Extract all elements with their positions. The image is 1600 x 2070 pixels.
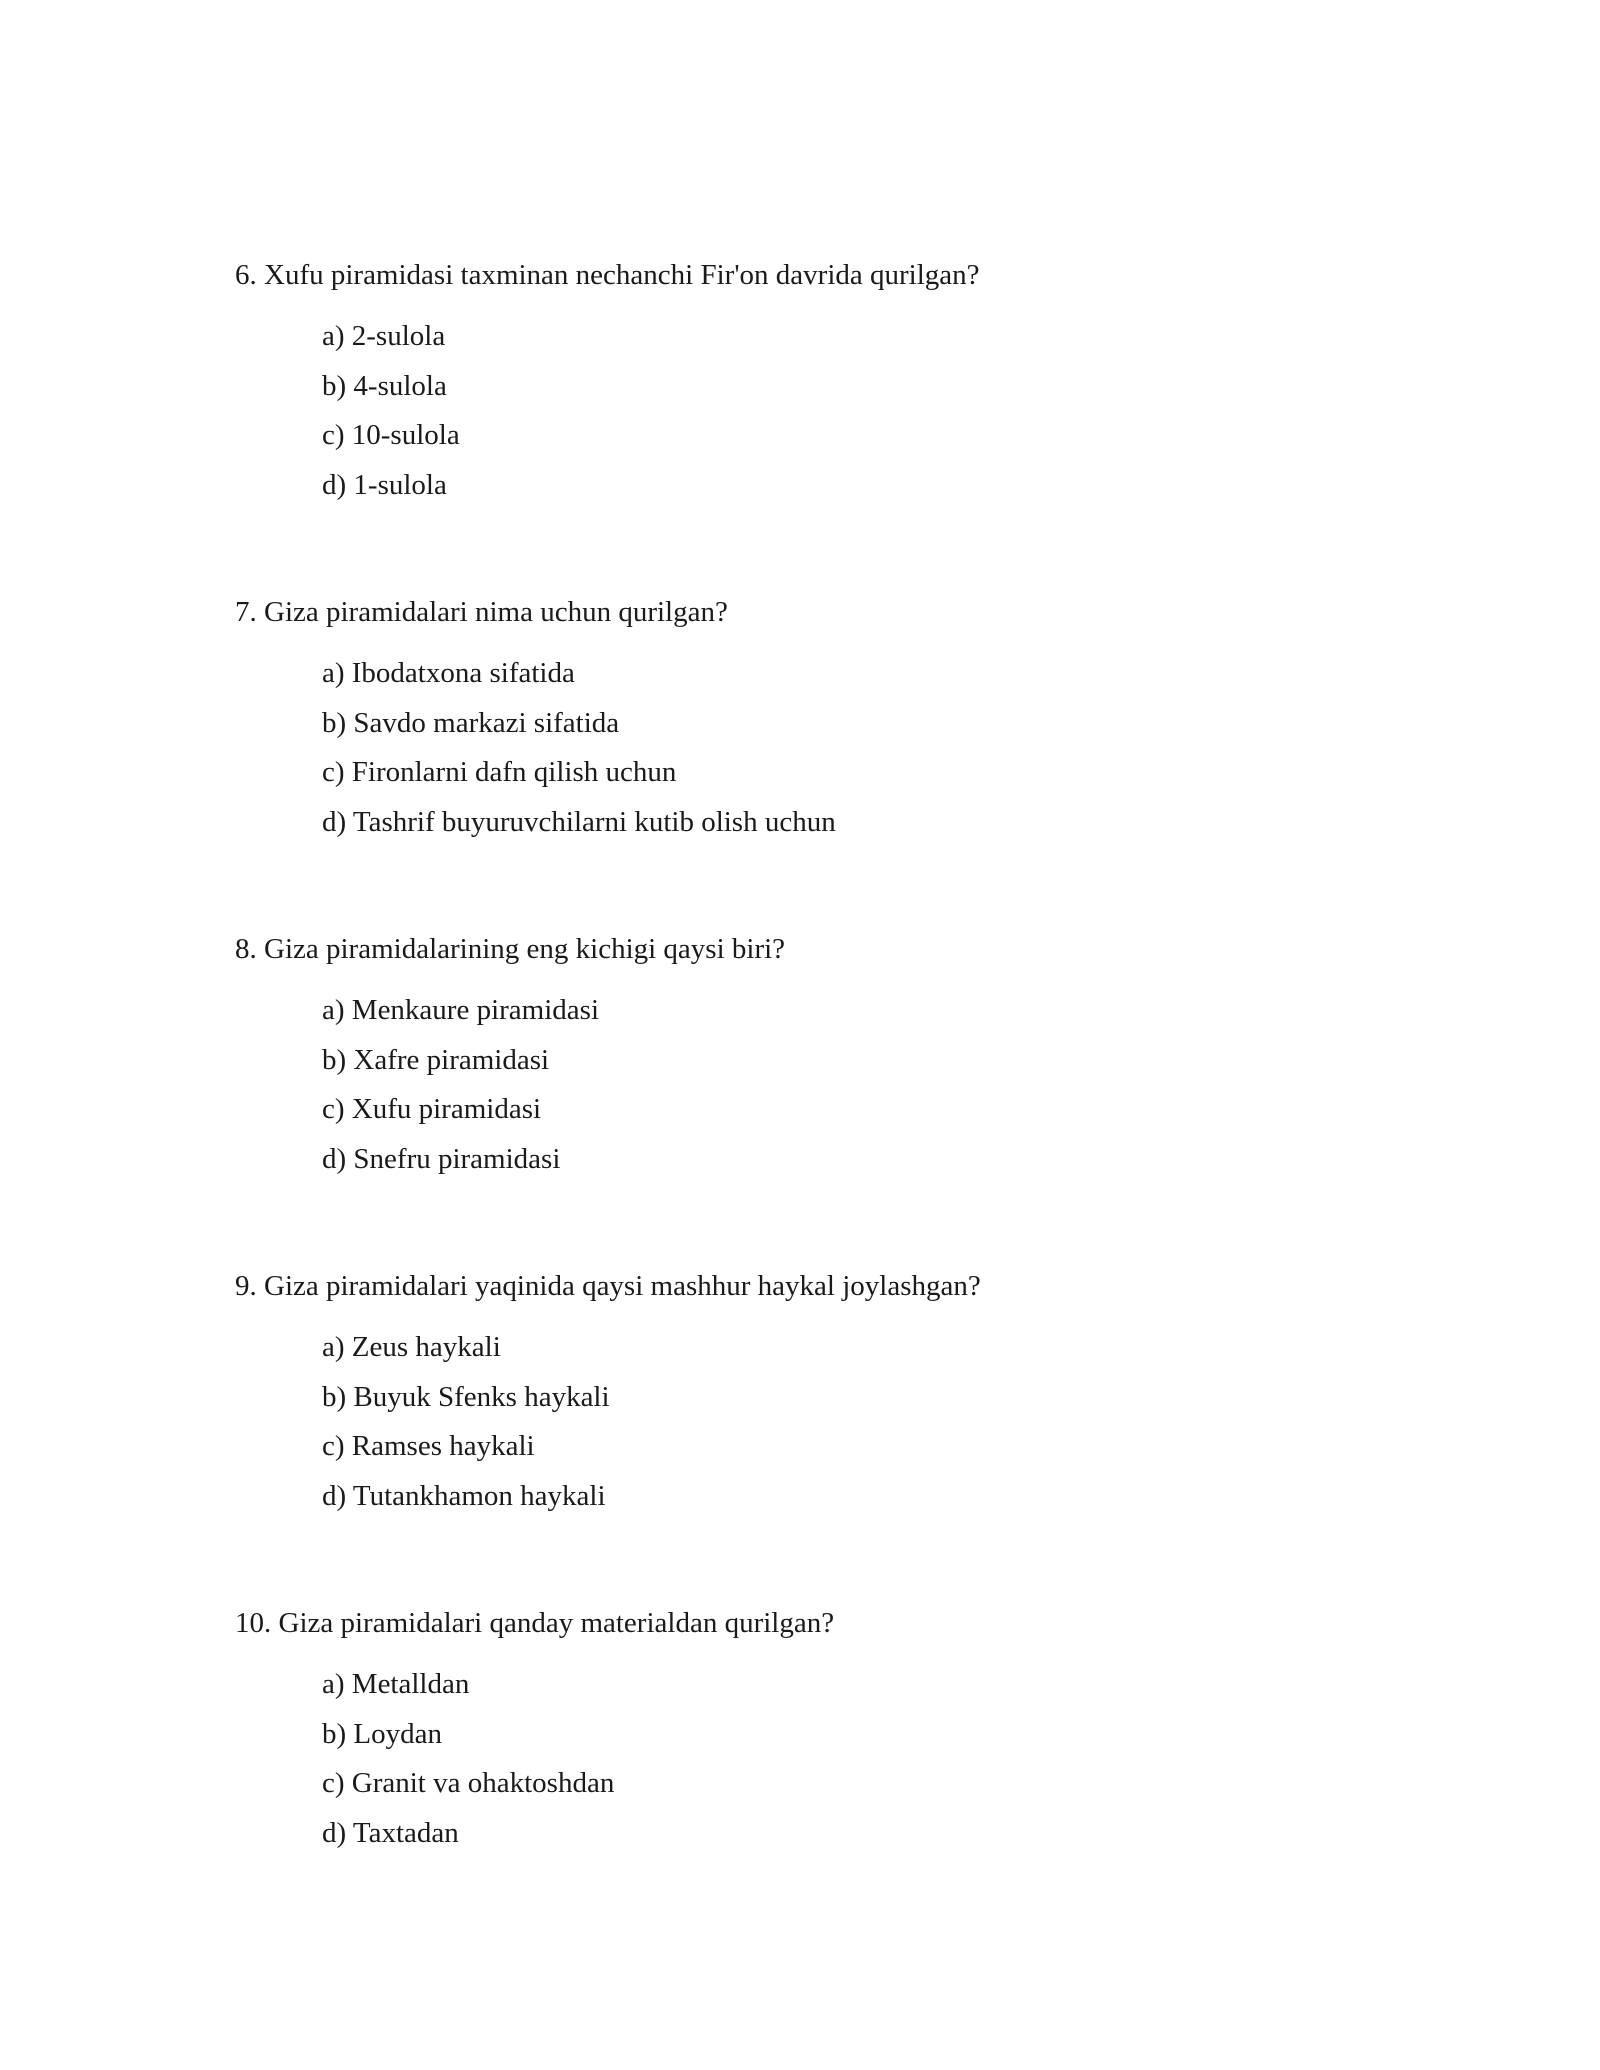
answer-option-b: b) Loydan xyxy=(322,1717,442,1750)
answer-option-b: b) Buyuk Sfenks haykali xyxy=(322,1380,610,1413)
answer-options xyxy=(235,1323,1435,1521)
answer-option-d: d) Taxtadan xyxy=(322,1816,459,1849)
answer-option-a: a) Metalldan xyxy=(322,1668,470,1700)
answer-option-d: d) Snefru piramidasi xyxy=(322,1142,561,1175)
answer-option-c: c) Ramses haykali xyxy=(322,1430,535,1462)
answer-option-d: d) Tashrif buyuruvchilarni kutib olish uchun xyxy=(322,805,836,838)
question-text: 8. Giza piramidalarining eng kichigi qaysi biri? xyxy=(235,933,786,965)
answer-options xyxy=(235,986,1435,1184)
question-10 xyxy=(235,1603,1435,1858)
answer-option-a: a) 2-sulola xyxy=(322,320,446,352)
question-text: 7. Giza piramidalari nima uchun qurilgan? xyxy=(235,596,728,628)
question-8 xyxy=(235,929,1435,1184)
question-text: 9. Giza piramidalari yaqinida qaysi mashhur haykal joylashgan? xyxy=(235,1270,981,1302)
answer-option-c: c) 10-sulola xyxy=(322,419,460,451)
answer-option-b: b) 4-sulola xyxy=(322,369,447,402)
answer-option-c: c) Granit va ohaktoshdan xyxy=(322,1767,615,1799)
answer-option-b: b) Savdo markazi sifatida xyxy=(322,706,620,739)
quiz-questions xyxy=(235,255,1435,1940)
answer-options xyxy=(235,649,1435,847)
question-6 xyxy=(235,255,1435,510)
answer-option-b: b) Xafre piramidasi xyxy=(322,1043,550,1076)
answer-option-a: a) Ibodatxona sifatida xyxy=(322,657,575,689)
answer-option-a: a) Menkaure piramidasi xyxy=(322,994,600,1026)
answer-options xyxy=(235,312,1435,510)
question-text: 6. Xufu piramidasi taxminan nechanchi Fir'on davrida qurilgan? xyxy=(235,259,980,291)
answer-option-d: d) Tutankhamon haykali xyxy=(322,1479,606,1512)
question-9 xyxy=(235,1266,1435,1521)
answer-options xyxy=(235,1660,1435,1858)
question-7 xyxy=(235,592,1435,847)
answer-option-c: c) Fironlarni dafn qilish uchun xyxy=(322,756,677,788)
answer-option-c: c) Xufu piramidasi xyxy=(322,1093,542,1125)
question-text: 10. Giza piramidalari qanday materialdan qurilgan? xyxy=(235,1607,835,1639)
answer-option-d: d) 1-sulola xyxy=(322,468,447,501)
answer-option-a: a) Zeus haykali xyxy=(322,1331,501,1363)
